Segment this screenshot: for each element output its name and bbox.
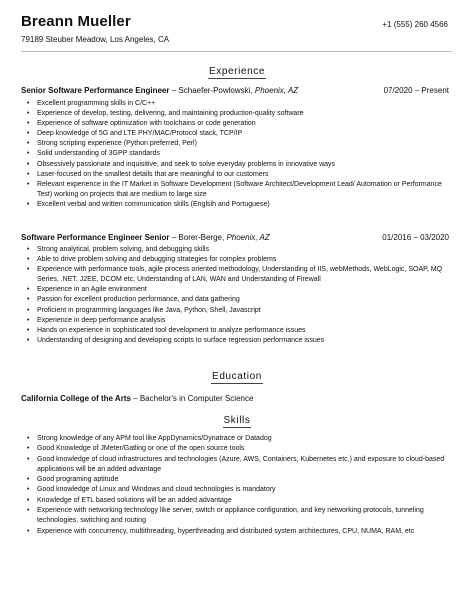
skills-heading: Skills xyxy=(223,415,251,426)
job-header xyxy=(21,86,449,96)
job-company: Borer-Berge, xyxy=(178,233,227,242)
job-bullet-list xyxy=(37,99,446,210)
job-bullet-list xyxy=(37,245,446,346)
education-entry xyxy=(21,394,253,404)
list-item: • Excellent programming skills in C/C++ xyxy=(37,99,446,109)
list-item: • Hands on experience in sophisticated tool development to analyze performance issues xyxy=(37,326,446,336)
list-item: • Experience in an Agile environment xyxy=(37,285,446,295)
list-item: • Good knowledge of Linux and Windows and cloud technologies is mandatory xyxy=(37,485,446,495)
list-item: • Excellent verbal and written communication skills (Englsih and Portuguese) xyxy=(37,200,446,210)
job-header xyxy=(21,233,449,243)
header-divider xyxy=(21,51,452,52)
skills-list xyxy=(37,434,446,537)
job-separator: – xyxy=(169,233,179,242)
list-item: • Proficient in programming languages like Java, Python, Shell, Javascript xyxy=(37,306,446,316)
experience-heading: Experience xyxy=(208,66,266,77)
list-item: • Laser-focused on the smallest details that are meaningful to our customers xyxy=(37,170,446,180)
job-location: Phoenix, AZ xyxy=(226,233,270,242)
list-item: • Understanding of designing and developing scripts to surface regression performance issues xyxy=(37,336,446,346)
list-item: • Able to drive problem solving and debugging strategies for complex problems xyxy=(37,255,446,265)
list-item: • Good programing aptitude xyxy=(37,475,446,485)
candidate-phone: +1 (555) 260 4566 xyxy=(382,20,448,29)
list-item: • Experience with networking technology like server, switch or appliance configuration, and key networking protocols, tunneling technologies, switching and routing xyxy=(37,506,446,527)
list-item: • Experience of develop, testing, delivering, and maintaining production-quality software xyxy=(37,109,446,119)
list-item: • Experience with performance tools, agile process oriented methodology, Understanding of IIS, webMethods, WebLogic, SOAP, MQ Series, .NET, J2EE, DCOM etc, Understanding of LAN, WAN and Understanding of Firewall xyxy=(37,265,446,285)
list-item: • Passion for excellent production performance, and data gathering xyxy=(37,295,446,305)
list-item: • Obsessively passionate and inquisitive, and seek to solve everyday problems in innovative ways xyxy=(37,160,446,170)
job-dates: 07/2020 – Present xyxy=(383,86,449,95)
education-heading: Education xyxy=(212,371,262,382)
list-item: • Strong knowledge of any APM tool like AppDynamics/Dynatrace or Datadog xyxy=(37,434,446,444)
job-dates: 01/2016 – 03/2020 xyxy=(382,233,449,242)
degree: – Bachelor's in Computer Science xyxy=(130,394,254,403)
school-name: California College of the Arts xyxy=(21,394,131,403)
job-location: Phoenix, AZ xyxy=(254,86,299,95)
list-item: • Strong scripting experience (Python preferred, Perl) xyxy=(37,139,446,149)
list-item: • Experience with concurrency, multithreading, hyperthreading and distributed system architectures, CPU, NUMA, RAM, etc xyxy=(37,527,446,537)
list-item: • Good Knowledge of JMeter/Gatling or one of the open source tools xyxy=(37,444,446,454)
candidate-address: 79189 Steuber Meadow, Los Angeles, CA xyxy=(21,35,170,44)
list-item: • Relevant experience in the IT Market in Software Development (Software Architect/Development Lead/ Automation or Performance Test) working on projects that are medium to large size xyxy=(37,180,446,200)
job-title: Senior Software Performance Engineer xyxy=(21,86,170,95)
list-item: • Deep knowledge of 5G and LTE PHY/MAC/Protocol stack, TCP/IP xyxy=(37,129,446,139)
list-item: • Knowledge of ETL based solutions will be an added advantage xyxy=(37,496,446,506)
list-item: • Experience in deep performance analysis xyxy=(37,316,446,326)
list-item: • Experience of software optimization with toolchains or code generation xyxy=(37,119,446,129)
job-separator: – xyxy=(169,86,179,95)
job-company: Schaefer-Powlowski, xyxy=(178,86,255,95)
list-item: • Solid understanding of 3GPP standards xyxy=(37,149,446,159)
list-item: • Good knowledge of cloud infrastructures and technologies (Azure, AWS, Containers, Kubernetes etc.) and exposure to cloud-based applications will be an added advantage xyxy=(37,455,446,476)
list-item: • Strong analytical, problem solving, and debugging skills xyxy=(37,245,446,255)
candidate-name: Breann Mueller xyxy=(21,13,131,30)
job-title: Software Performance Engineer Senior xyxy=(21,233,170,242)
